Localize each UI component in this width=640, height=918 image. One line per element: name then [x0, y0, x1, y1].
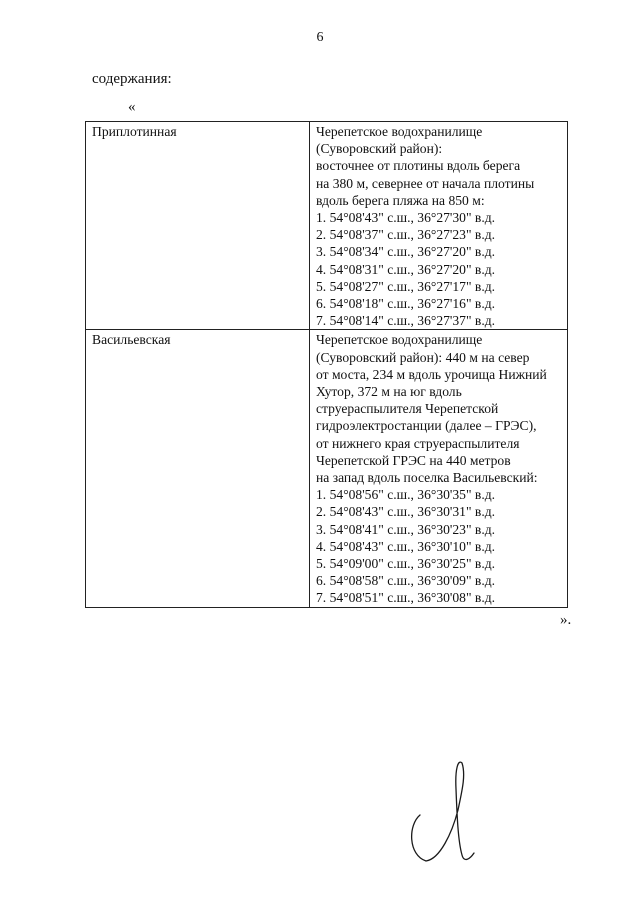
close-quote: ».: [560, 612, 572, 628]
coordinate-line: 4. 54°08'31" с.ш., 36°27'20" в.д.: [316, 261, 496, 277]
coordinate-line: 5. 54°09'00" с.ш., 36°30'25" в.д.: [316, 556, 496, 572]
coordinate-line: 7. 54°08'51" с.ш., 36°30'08" в.д.: [316, 590, 496, 606]
table-row: [86, 122, 568, 330]
description-line: Хутор, 372 м на юг вдоль: [316, 384, 462, 400]
beach-description-cell: [310, 330, 568, 607]
coordinate-line: 4. 54°08'43" с.ш., 36°30'10" в.д.: [316, 538, 496, 554]
description-line: Черепетское водохранилище: [316, 124, 483, 139]
coordinate-line: 2. 54°08'37" с.ш., 36°27'23" в.д.: [316, 227, 496, 243]
beach-name-cell: Васильевская: [86, 330, 310, 607]
coordinate-line: 2. 54°08'43" с.ш., 36°30'31" в.д.: [316, 504, 496, 520]
coordinate-line: 6. 54°08'58" с.ш., 36°30'09" в.д.: [316, 573, 496, 589]
coordinate-line: 3. 54°08'41" с.ш., 36°30'23" в.д.: [316, 521, 496, 537]
description-line: (Суворовский район): 440 м на север: [316, 349, 530, 365]
coordinate-line: 1. 54°08'56" с.ш., 36°30'35" в.д.: [316, 487, 496, 503]
coordinate-line: 3. 54°08'34" с.ш., 36°27'20" в.д.: [316, 244, 496, 260]
description-line: (Суворовский район):: [316, 141, 443, 157]
page-number: 6: [316, 30, 324, 45]
description-line: от нижнего края струераспылителя: [316, 435, 520, 451]
intro-text: содержания:: [92, 71, 172, 87]
handwritten-signature: [400, 755, 510, 875]
description-line: Черепетское водохранилище: [316, 332, 483, 348]
coordinate-line: 1. 54°08'43" с.ш., 36°27'30" в.д.: [316, 210, 496, 226]
description-line: вдоль берега пляжа на 850 м:: [316, 192, 485, 208]
description-line: гидроэлектростанции (далее – ГРЭС),: [316, 418, 537, 434]
coordinate-line: 5. 54°08'27" с.ш., 36°27'17" в.д.: [316, 278, 496, 294]
description-line: Черепетской ГРЭС на 440 метров: [316, 452, 511, 468]
description-line: на запад вдоль поселка Васильевский:: [316, 470, 538, 486]
coordinate-line: 7. 54°08'14" с.ш., 36°27'37" в.д.: [316, 313, 496, 329]
open-quote: «: [128, 99, 136, 115]
beach-coordinates-table: [85, 121, 568, 608]
table-row: [86, 330, 568, 607]
description-line: восточнее от плотины вдоль берега: [316, 158, 521, 174]
beach-name-cell: Приплотинная: [86, 122, 310, 330]
description-line: на 380 м, севернее от начала плотины: [316, 175, 535, 191]
description-line: струераспылителя Черепетской: [316, 401, 499, 417]
coordinate-line: 6. 54°08'18" с.ш., 36°27'16" в.д.: [316, 296, 496, 312]
description-line: от моста, 234 м вдоль урочища Нижний: [316, 366, 547, 382]
beach-description-cell: [310, 122, 568, 330]
